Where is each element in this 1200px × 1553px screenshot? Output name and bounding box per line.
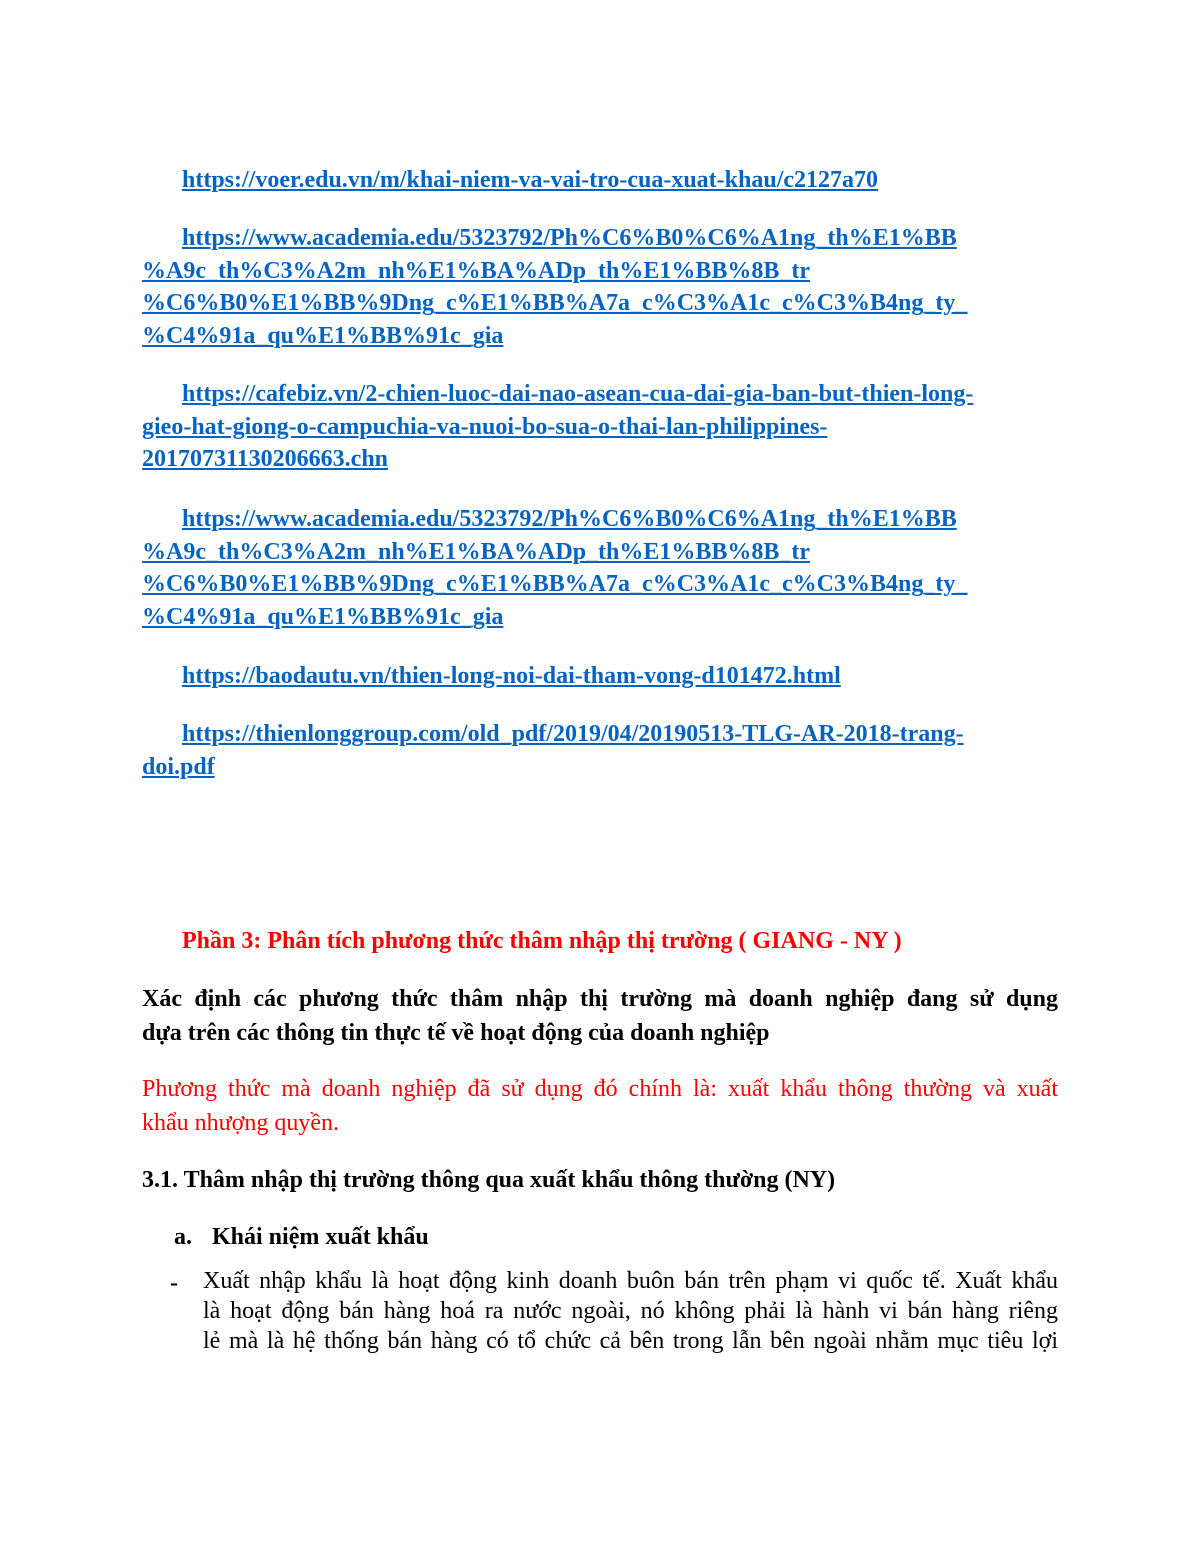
bullet-line: Xuất nhập khẩu là hoạt động kinh doanh buôn bán trên phạm vi quốc tế. Xuất khẩu [203, 1268, 1058, 1294]
reference-link-academia-2[interactable]: https://www.academia.edu/5323792/Ph%C6%B0%C6%A1ng_th%E1%BB %A9c_th%C3%A2m_nh%E1%BA%ADp_th%E1%BB%8B_tr %C6%B0%E1%BB%9Dng_c%E1%BB%A7a_c%C3%A1c_c%C3%B4ng_ty_ %C4%91a_qu%E1%BB%91c_gia [142, 506, 968, 630]
method-paragraph [142, 1072, 1058, 1140]
bullet-line: là hoạt động bán hàng hoá ra nước ngoài, nó không phải là hành vi bán hàng riêng [203, 1298, 1058, 1324]
reference-link-baodautu[interactable]: https://baodautu.vn/thien-long-noi-dai-tham-vong-d101472.html [182, 663, 841, 689]
list-item-marker: a. [174, 1224, 192, 1250]
task-line: dựa trên các thông tin thực tế về hoạt động của doanh nghiệp [142, 1020, 770, 1046]
method-line: Phương thức mà doanh nghiệp đã sử dụng đó chính là: xuất khẩu thông thường và xuất [142, 1076, 1058, 1102]
subsection-heading: 3.1. Thâm nhập thị trường thông qua xuất khẩu thông thường (NY) [142, 1167, 836, 1193]
reference-link-academia-1[interactable]: https://www.academia.edu/5323792/Ph%C6%B0%C6%A1ng_th%E1%BB %A9c_th%C3%A2m_nh%E1%BA%ADp_th%E1%BB%8B_tr %C6%B0%E1%BB%9Dng_c%E1%BB%A7a_c%C3%A1c_c%C3%B4ng_ty_ %C4%91a_qu%E1%BB%91c_gia [142, 225, 968, 349]
bullet-marker: - [170, 1270, 178, 1296]
section-heading: Phần 3: Phân tích phương thức thâm nhập thị trường ( GIANG - NY ) [182, 928, 902, 954]
reference-link-thienlonggroup[interactable]: https://thienlonggroup.com/old_pdf/2019/04/20190513-TLG-AR-2018-trang- doi.pdf [142, 721, 964, 780]
method-line: khẩu nhượng quyền. [142, 1110, 340, 1136]
task-line: Xác định các phương thức thâm nhập thị trường mà doanh nghiệp đang sử dụng [142, 986, 1058, 1012]
reference-link-voer[interactable]: https://voer.edu.vn/m/khai-niem-va-vai-tro-cua-xuat-khau/c2127a70 [182, 167, 879, 193]
bullet-line: lẻ mà là hệ thống bán hàng có tổ chức cả bên trong lẫn bên ngoài nhằm mục tiêu lợi [203, 1328, 1058, 1354]
task-paragraph [142, 982, 1058, 1050]
reference-link-cafebiz[interactable]: https://cafebiz.vn/2-chien-luoc-dai-nao-asean-cua-dai-gia-ban-but-thien-long- gieo-hat-giong-o-campuchia-va-nuoi-bo-sua-o-thai-lan-philippines- 20170731130206663.chn [142, 381, 974, 472]
list-item-heading: Khái niệm xuất khẩu [212, 1224, 429, 1250]
bullet-paragraph [203, 1266, 1058, 1356]
